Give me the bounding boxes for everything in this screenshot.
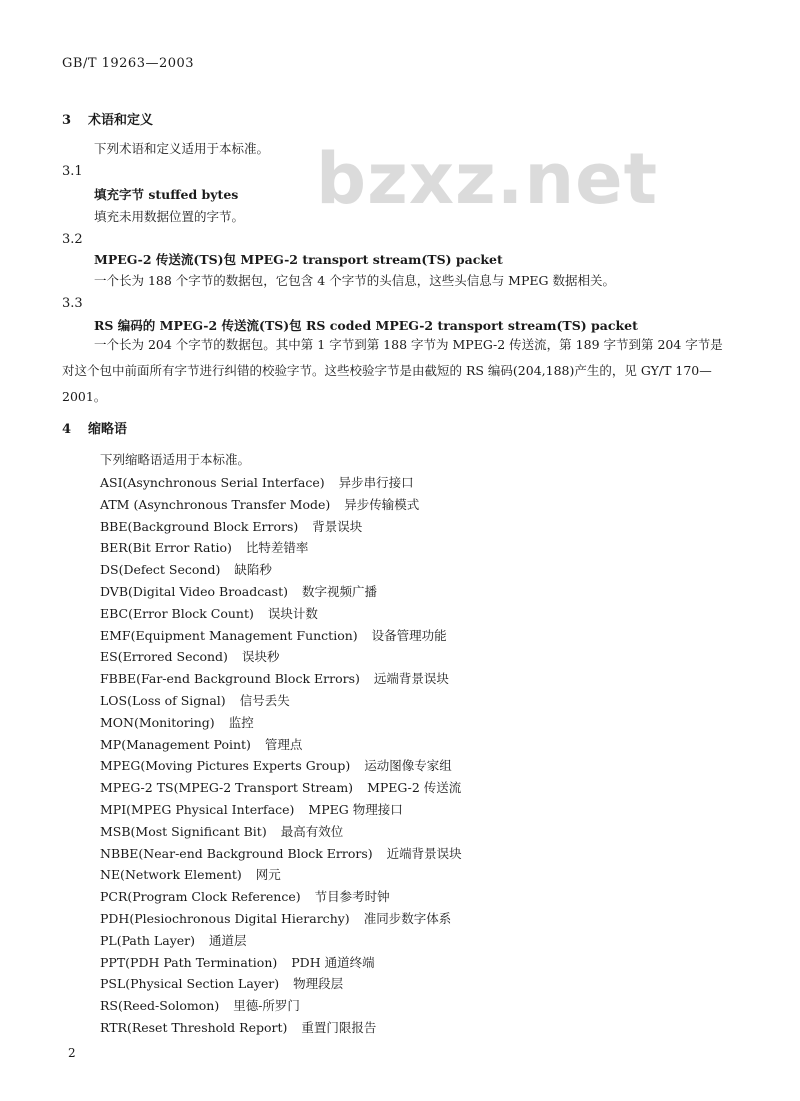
abbreviation-term: MPI(MPEG Physical Interface) xyxy=(100,801,295,817)
abbreviation-term: DVB(Digital Video Broadcast) xyxy=(100,583,288,599)
abbreviation-description: 信号丢失 xyxy=(239,692,290,708)
abbreviation-term: DS(Defect Second) xyxy=(100,562,221,578)
watermark: bzxz.net xyxy=(316,138,659,220)
section-title: 术语和定义 xyxy=(88,113,154,128)
abbreviation-item xyxy=(100,537,462,559)
abbreviation-item xyxy=(100,516,462,538)
abbreviation-term: MPEG(Moving Pictures Experts Group) xyxy=(100,758,351,774)
abbreviation-description: MPEG 物理接口 xyxy=(308,801,403,817)
abbreviation-term: BBE(Background Block Errors) xyxy=(100,518,299,534)
abbreviation-description: 管理点 xyxy=(264,736,303,752)
abbreviation-item xyxy=(100,734,462,756)
abbreviation-term: FBBE(Far-end Background Block Errors) xyxy=(100,671,360,687)
term-number: 3.2 xyxy=(62,232,83,247)
abbreviation-description: PDH 通道终端 xyxy=(291,954,375,970)
abbreviation-item xyxy=(100,581,462,603)
abbreviation-item xyxy=(100,799,462,821)
abbreviation-description: 近端背景误块 xyxy=(386,845,462,861)
abbreviation-term: EMF(Equipment Management Function) xyxy=(100,627,358,643)
abbreviation-item xyxy=(100,843,462,865)
abbreviation-item xyxy=(100,821,462,843)
abbreviation-description: 远端背景误块 xyxy=(373,671,449,687)
abbreviation-description: 里德-所罗门 xyxy=(233,998,300,1014)
term-number: 3.3 xyxy=(62,296,83,311)
abbreviation-item xyxy=(100,494,462,516)
abbreviation-description: 比特差错率 xyxy=(245,540,309,556)
abbreviation-term: PPT(PDH Path Termination) xyxy=(100,954,278,970)
abbreviation-term: ATM (Asynchronous Transfer Mode) xyxy=(100,496,331,512)
abbreviation-description: 设备管理功能 xyxy=(371,627,447,643)
abbreviation-item xyxy=(100,559,462,581)
abbreviation-item xyxy=(100,995,462,1017)
abbreviation-item xyxy=(100,973,462,995)
abbreviation-description: 物理段层 xyxy=(293,976,344,992)
abbreviation-term: ES(Errored Second) xyxy=(100,649,228,665)
section-title: 缩略语 xyxy=(88,422,128,437)
abbreviation-description: 数字视频广播 xyxy=(301,583,377,599)
abbreviation-item xyxy=(100,646,462,668)
term-definition: 填充未用数据位置的字节。 xyxy=(94,209,245,224)
abbreviation-item xyxy=(100,908,462,930)
term-title: MPEG-2 传送流(TS)包 MPEG-2 transport stream(TS) packet xyxy=(94,252,503,267)
abbreviation-description: MPEG-2 传送流 xyxy=(367,780,462,796)
term-number: 3.1 xyxy=(62,164,83,179)
abbreviation-term: PDH(Plesiochronous Digital Hierarchy) xyxy=(100,910,350,926)
abbreviation-description: 通道层 xyxy=(209,932,247,948)
abbreviation-description: 异步串行接口 xyxy=(338,475,414,490)
abbreviation-term: RTR(Reset Threshold Report) xyxy=(100,1019,288,1035)
section-3-heading xyxy=(62,109,153,128)
term-title: RS 编码的 MPEG-2 传送流(TS)包 RS coded MPEG-2 transport stream(TS) packet xyxy=(94,318,638,333)
abbreviation-term: PSL(Physical Section Layer) xyxy=(100,976,280,992)
abbreviation-item xyxy=(100,886,462,908)
abbreviation-term: MP(Management Point) xyxy=(100,736,251,752)
section-3-intro: 下列术语和定义适用于本标准。 xyxy=(94,141,270,156)
abbreviation-item xyxy=(100,930,462,952)
abbreviation-term: BER(Bit Error Ratio) xyxy=(100,540,232,556)
abbreviation-item xyxy=(100,777,462,799)
abbreviation-item xyxy=(100,952,462,974)
abbreviation-term: EBC(Error Block Count) xyxy=(100,605,254,621)
abbreviation-item xyxy=(100,690,462,712)
abbreviation-item xyxy=(100,668,462,690)
abbreviation-item xyxy=(100,472,462,494)
abbreviation-description: 误块计数 xyxy=(267,605,318,621)
abbreviation-description: 最高有效位 xyxy=(280,823,344,839)
term-definition: 一个长为 188 个字节的数据包，它包含 4 个字节的头信息，这些头信息与 MPEG 数据相关。 xyxy=(94,273,615,288)
abbreviation-term: RS(Reed-Solomon) xyxy=(100,998,220,1014)
term-definition: 一个长为 204 个字节的数据包。其中第 1 字节到第 188 字节为 MPEG-2 传送流，第 189 字节到第 204 字节是对这个包中前面所有字节进行纠错的校验字节。这些校验字节是由截短的 RS 编码(204,188)产生的，见 GY/T 170—2001。 xyxy=(62,337,723,404)
abbreviation-term: PCR(Program Clock Reference) xyxy=(100,889,301,905)
abbreviation-description: 误块秒 xyxy=(241,649,280,665)
page-header: GB/T 19263—2003 xyxy=(62,56,195,71)
abbreviation-term: MPEG-2 TS(MPEG-2 Transport Stream) xyxy=(100,780,354,796)
abbreviation-term: MON(Monitoring) xyxy=(100,714,215,730)
abbreviation-item xyxy=(100,1017,462,1039)
abbreviation-description: 缺陷秒 xyxy=(234,562,272,578)
abbreviation-item xyxy=(100,755,462,777)
abbreviation-description: 节目参考时钟 xyxy=(314,889,390,905)
page-number: 2 xyxy=(68,1046,76,1060)
abbreviation-description: 准同步数字体系 xyxy=(363,910,452,926)
section-4-heading xyxy=(62,418,127,437)
abbreviation-description: 背景误块 xyxy=(312,518,363,534)
abbreviation-item xyxy=(100,603,462,625)
abbreviation-term: PL(Path Layer) xyxy=(100,932,196,948)
section-number: 4 xyxy=(62,422,72,437)
abbreviation-description: 运动图像专家组 xyxy=(364,758,452,774)
abbreviation-description: 网元 xyxy=(255,867,281,883)
section-number: 3 xyxy=(62,113,72,128)
abbreviation-term: NBBE(Near-end Background Block Errors) xyxy=(100,845,373,861)
section-4-intro: 下列缩略语适用于本标准。 xyxy=(100,452,251,467)
abbreviation-item xyxy=(100,712,462,734)
abbreviation-term: ASI(Asynchronous Serial Interface) xyxy=(100,475,325,490)
abbreviation-list xyxy=(100,472,462,1039)
abbreviation-description: 重置门限报告 xyxy=(301,1019,377,1035)
term-title: 填充字节 stuffed bytes xyxy=(94,187,239,202)
abbreviation-description: 监控 xyxy=(228,714,254,730)
abbreviation-term: NE(Network Element) xyxy=(100,867,242,883)
abbreviation-item xyxy=(100,864,462,886)
abbreviation-term: MSB(Most Significant Bit) xyxy=(100,823,267,839)
abbreviation-description: 异步传输模式 xyxy=(344,496,420,512)
abbreviation-item xyxy=(100,625,462,647)
abbreviation-term: LOS(Loss of Signal) xyxy=(100,692,226,708)
